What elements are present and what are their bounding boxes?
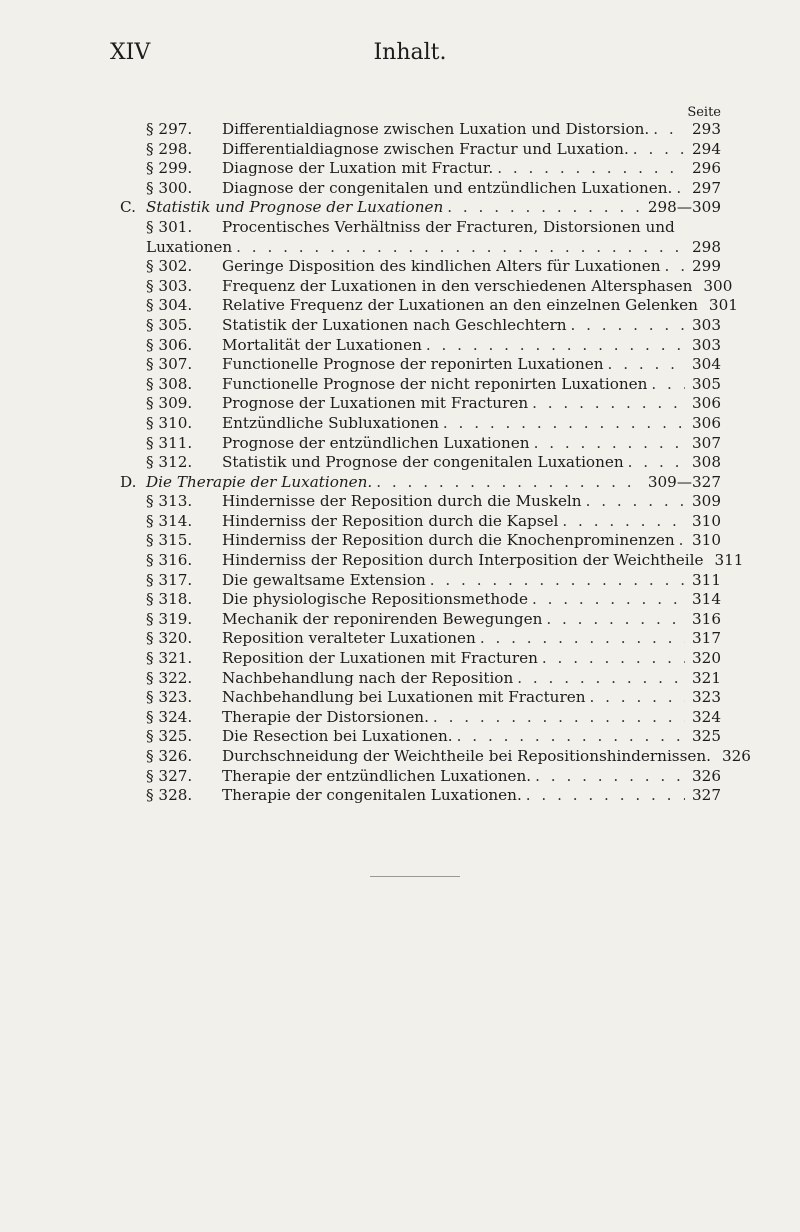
section-title: Die Therapie der Luxationen. [146, 472, 373, 491]
entry-page: 296 [692, 159, 721, 178]
toc-entry [146, 786, 721, 806]
toc-entry [146, 571, 721, 591]
entry-page: 305 [692, 374, 721, 393]
entry-page: 306 [692, 394, 721, 413]
entry-page: 314 [692, 590, 721, 609]
toc-entry [146, 296, 738, 316]
toc-list-d [146, 492, 751, 806]
entry-title: Therapie der Distorsionen. [222, 707, 429, 726]
entry-page: 325 [692, 727, 721, 746]
entry-page: 303 [692, 315, 721, 334]
entry-number: § 300. [146, 178, 193, 197]
entry-number: § 325. [146, 727, 193, 746]
entry-page: 294 [692, 139, 721, 158]
entry-title: Reposition der Luxationen mit Fracturen [222, 649, 538, 668]
toc-entry [146, 434, 721, 454]
toc-entry [146, 531, 721, 551]
entry-number: § 306. [146, 335, 193, 354]
entry-title: Mechanik der reponirenden Bewegungen [222, 609, 543, 628]
toc-entry [146, 120, 721, 140]
toc-entry [146, 708, 721, 728]
entry-number: § 308. [146, 374, 193, 393]
entry-title: Frequenz der Luxationen in den verschiedenen Altersphasen [222, 276, 693, 295]
entry-title: Geringe Disposition des kindlichen Alters für Luxationen [222, 257, 661, 276]
entry-title: Nachbehandlung bei Luxationen mit Fracturen [222, 688, 586, 707]
toc-list-top [146, 120, 721, 198]
entry-number: § 311. [146, 433, 193, 452]
toc-entry [146, 355, 721, 375]
entry-title: Differentialdiagnose zwischen Fractur und Luxation. [222, 139, 629, 158]
entry-number: § 315. [146, 531, 193, 550]
entry-page: 321 [692, 668, 721, 687]
entry-title: Hinderniss der Reposition durch die Knochenprominenzen [222, 531, 675, 550]
entry-number: § 310. [146, 413, 193, 432]
entry-number: § 317. [146, 570, 193, 589]
entry-page: 323 [692, 688, 721, 707]
toc-entry [146, 610, 721, 630]
section-pages: 298—309 [647, 198, 721, 217]
toc-entry [146, 394, 721, 414]
toc-entry [146, 649, 721, 669]
toc-entry [146, 727, 721, 747]
entry-page: 320 [692, 649, 721, 668]
toc-entry [146, 179, 721, 199]
entry-number: § 320. [146, 629, 193, 648]
entry-title: Relative Frequenz der Luxationen an den einzelnen Gelenken [222, 296, 698, 315]
entry-number: § 324. [146, 707, 193, 726]
entry-number: § 307. [146, 355, 193, 374]
entry-page: 316 [692, 609, 721, 628]
entry-number: § 298. [146, 139, 193, 158]
entry-title: Die Resection bei Luxationen. [222, 727, 453, 746]
entry-number: § 309. [146, 394, 193, 413]
entry-title: Diagnose der congenitalen und entzündlichen Luxationen. [222, 178, 673, 197]
entry-number: § 302. [146, 257, 193, 276]
entry-page: 326 [692, 766, 721, 785]
entry-number: § 327. [146, 766, 193, 785]
entry-number: § 321. [146, 649, 193, 668]
entry-number: § 319. [146, 609, 193, 628]
toc-entry [146, 551, 744, 571]
toc-entry [146, 669, 721, 689]
entry-title: Statistik der Luxationen nach Geschlechtern [222, 315, 567, 334]
toc-entry [146, 747, 751, 767]
entry-page: 306 [692, 413, 721, 432]
entry-title: Entzündliche Subluxationen [222, 413, 439, 432]
entry-title: Hinderniss der Reposition durch Interposition der Weichtheile [222, 551, 704, 570]
entry-title: Prognose der entzündlichen Luxationen [222, 433, 530, 452]
entry-number: § 312. [146, 453, 193, 472]
entry-page: 297 [692, 178, 721, 197]
toc-entry [146, 453, 721, 473]
toc-entry [146, 688, 721, 708]
entry-number: § 305. [146, 315, 193, 334]
entry-number: § 304. [146, 296, 193, 315]
toc-list-c [146, 257, 738, 473]
entry-number: § 314. [146, 511, 193, 530]
entry-title: Durchschneidung der Weichtheile bei Repositionshindernissen. [222, 747, 711, 765]
toc-entry [146, 316, 721, 336]
entry-page: 299 [692, 257, 721, 276]
section-heading-c [120, 198, 721, 218]
entry-page: 309 [692, 492, 721, 511]
entry-title: Therapie der congenitalen Luxationen. [222, 786, 522, 805]
entry-page: 324 [692, 707, 721, 726]
toc-entry [146, 218, 721, 257]
entry-page: 311 [692, 570, 721, 589]
section-heading-d [120, 473, 721, 493]
entry-title: Hindernisse der Reposition durch die Muskeln [222, 492, 582, 511]
toc-entry [146, 276, 733, 297]
toc-entry [146, 512, 721, 532]
entry-page: 326 [721, 747, 751, 765]
entry-title: Reposition veralteter Luxationen [222, 629, 476, 648]
toc-entry [146, 257, 721, 277]
footer-rule [370, 876, 460, 877]
toc-entry [146, 629, 721, 649]
entry-number: § 313. [146, 492, 193, 511]
entry-page: 310 [692, 511, 721, 530]
entry-title: Differentialdiagnose zwischen Luxation und Distorsion. [222, 120, 650, 138]
entry-number: § 322. [146, 668, 193, 687]
section-pages: 309—327 [647, 472, 721, 491]
section-letter: D. [120, 472, 137, 491]
entry-title: Nachbehandlung nach der Reposition [222, 668, 514, 687]
toc-entry [146, 336, 721, 356]
entry-page: 293 [692, 120, 721, 138]
entry-number: § 301. [146, 217, 193, 236]
entry-number: § 303. [146, 276, 193, 295]
entry-page: 310 [692, 531, 721, 550]
toc-entry [146, 414, 721, 434]
entry-title: Statistik und Prognose der congenitalen Luxationen [222, 453, 624, 472]
entry-page: 327 [692, 786, 721, 805]
entry-page: 317 [692, 629, 721, 648]
toc-entry [146, 767, 721, 787]
entry-page: 300 [703, 276, 733, 295]
entry-page: 298 [692, 237, 721, 256]
toc-entry [146, 159, 721, 179]
entry-title: Mortalität der Luxationen [222, 335, 422, 354]
entry-title: Die gewaltsame Extension [222, 570, 426, 589]
table-of-contents [120, 105, 751, 806]
entry-page: 301 [708, 296, 738, 315]
running-title: Inhalt. [373, 40, 447, 65]
entry-number: § 299. [146, 159, 193, 178]
entry-title: Functionelle Prognose der nicht reponirten Luxationen [222, 374, 648, 393]
entry-number: § 328. [146, 786, 193, 805]
entry-number: § 316. [146, 551, 193, 570]
entry-page: 308 [692, 453, 721, 472]
entry-page: 307 [692, 433, 721, 452]
entry-title: Prognose der Luxationen mit Fracturen [222, 394, 529, 413]
entry-page: 311 [714, 551, 744, 570]
page-header [110, 40, 710, 80]
entry-title-line1: Procentisches Verhältniss der Fracturen, Distorsionen und [222, 217, 675, 236]
entry-title: Diagnose der Luxation mit Fractur. [222, 159, 494, 178]
entry-page: 304 [692, 355, 721, 374]
entry-number: § 323. [146, 688, 193, 707]
page-number: XIV [110, 40, 151, 65]
entry-title: Hinderniss der Reposition durch die Kapsel [222, 511, 559, 530]
entry-number: § 297. [146, 120, 193, 138]
toc-entry [146, 375, 721, 395]
entry-title: Functionelle Prognose der reponirten Luxationen [222, 355, 604, 374]
entry-number: § 318. [146, 590, 193, 609]
entry-title: Therapie der entzündlichen Luxationen. [222, 766, 532, 785]
entry-page: 303 [692, 335, 721, 354]
page-column-label: Seite [687, 105, 721, 120]
toc-entry [146, 590, 721, 610]
toc-entry [146, 140, 721, 160]
section-title: Statistik und Prognose der Luxationen [146, 198, 444, 217]
entry-title: Die physiologische Repositionsmethode [222, 590, 528, 609]
section-letter: C. [120, 198, 136, 217]
entry-title-line2: Luxationen [146, 237, 233, 256]
toc-entry [146, 492, 721, 512]
entry-number: § 326. [146, 747, 193, 765]
